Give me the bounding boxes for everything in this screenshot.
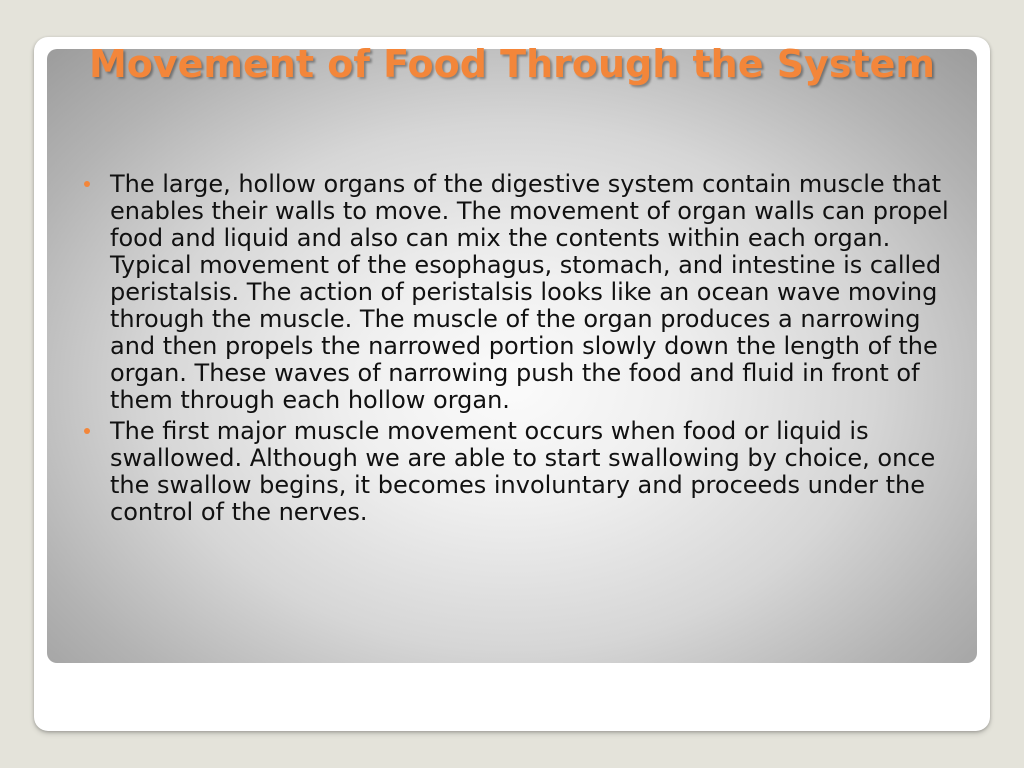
bullet-list [82,171,972,530]
slide-title: Movement of Food Through the System [88,42,936,86]
bullet-text: The large, hollow organs of the digestive system contain muscle that enables their walls to move. The movement of organ walls can propel food and liquid and also can mix the contents within each organ. Typical movement of the esophagus, stomach, and intestine is called peristalsis. The action of peristalsis looks like an ocean wave moving through the muscle. The muscle of the organ produces a narrowing and then propels the narrowed portion slowly down the length of the organ. These waves of narrowing push the food and fluid in front of them through each hollow organ. [110,170,949,414]
bullet-text: The first major muscle movement occurs when food or liquid is swallowed. Although we are able to start swallowing by choice, once the swallow begins, it becomes involuntary and proceeds under the control of the nerves. [110,417,936,526]
bullet-dot-icon [84,181,90,187]
bullet-item [82,418,972,526]
bullet-item [82,171,972,414]
bullet-dot-icon [84,428,90,434]
